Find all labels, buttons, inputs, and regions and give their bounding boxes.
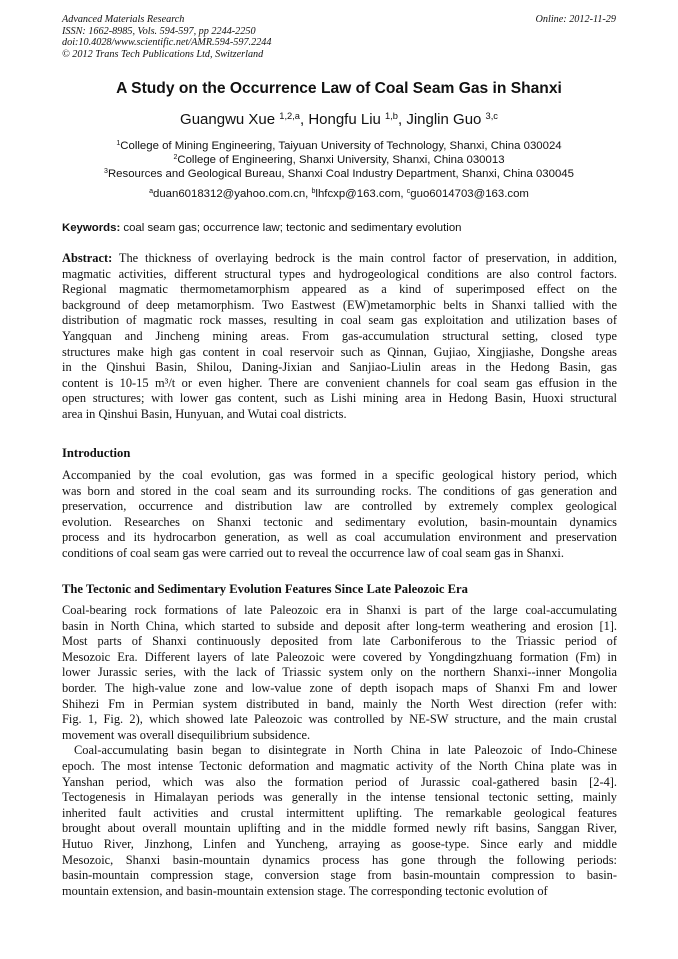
- abstract-label: Abstract:: [62, 251, 113, 265]
- keywords: [62, 222, 617, 234]
- keywords-text: coal seam gas; occurrence law; tectonic and sedimentary evolution: [120, 222, 462, 234]
- affiliation: $^2$College of Engineering, Shanxi University, Shanxi, China 030013: [173, 154, 505, 166]
- section-paragraph: [62, 603, 617, 899]
- abstract: [62, 251, 617, 423]
- paragraph-line: Shihezi Fm in Permian system distributed in band, mainly the North West direction (refer with:: [62, 696, 617, 711]
- paragraph-line: movement was overall disequilibrium subsidence.: [62, 727, 311, 742]
- paragraph-line: brought about overall mountain uplifting and in the middle formed newly rift basins, Sanggan River,: [62, 821, 617, 836]
- paragraph-line: epoch. The most intense Tectonic deformation and magmatic activity of the North China plate was in: [62, 758, 617, 773]
- paragraph-line: evolution. Researches on Shanxi tectonic and sedimentary evolution, basin-mountain dynamics: [62, 514, 617, 529]
- abstract-line: Abstract: The thickness of overlaying bedrock is the main control factor of preservation, in addition,: [62, 251, 617, 265]
- paragraph-line: preservation, occurrence and distribution law are controlled by extremely complex geological: [62, 499, 617, 514]
- paragraph-line: Mesozoic, Shanxi basin-mountain dynamics process has gone through the following periods:: [62, 852, 617, 867]
- paragraph-line: Yanshan period, which was also the formation period of Jurassic coal-gathered basin [2-4].: [62, 774, 617, 789]
- journal-doi: doi:10.4028/www.scientific.net/AMR.594-597.2244: [62, 37, 272, 49]
- paragraph-line: mountain extension, and basin-mountain extension stage. The corresponding tectonic evolution of: [62, 883, 548, 898]
- affiliation-list: [0, 139, 678, 181]
- introduction-paragraph: [62, 468, 617, 562]
- paragraph-line: basin in North China, which started to subside and deposit after long-term weathering and erosion [1].: [62, 618, 617, 633]
- paragraph-line: basin-mountain compression stage, conversion stage from basin-mountain compression to basin-: [62, 868, 617, 883]
- abstract-line: Regional magmatic thermometamorphism appeared as a kind of superimposed effect on the: [62, 282, 617, 297]
- paragraph-line: Most parts of Shanxi continuously deposited from late Carboniferous to the Triassic period of: [62, 634, 617, 649]
- abstract-line: background of deep metamorphism. Two Eastwest (EW)metamorphic belts in Shanxi tallied with the: [62, 297, 617, 312]
- abstract-line: Yangquan and Jincheng mining areas. From gas-accumulation structural setting, closed type: [62, 328, 617, 343]
- online-date: Online: 2012-11-29: [535, 14, 616, 25]
- abstract-line: area in Qinshui Basin, Hunyuan, and Wutai coal districts.: [62, 406, 347, 421]
- author-list: Guangwu Xue $^{1,2,a}$, Hongfu Liu $^{1,b}$, Jinglin Guo $^{3,c}$: [180, 110, 498, 128]
- paragraph-line: Tectogenesis in Himalayan periods was generally in the intense tensional tectonic setting, mainly: [62, 790, 617, 805]
- journal-issn: ISSN: 1662-8985, Vols. 594-597, pp 2244-2250: [62, 25, 256, 37]
- paragraph-line: conditions of coal seam gas were carried out to reveal the occurrence law of coal seam gas in Shanxi.: [62, 545, 564, 560]
- journal-copyright: © 2012 Trans Tech Publications Ltd, Switzerland: [62, 48, 264, 60]
- author-name: Jinglin Guo: [406, 111, 482, 128]
- email-list: $^a$duan6018312@yahoo.com.cn, $^b$lhfcxp@163.com, $^c$guo6014703@163.com: [149, 188, 529, 200]
- abstract-line: magmatic activities, different structural types and hydrogeological conditions are also control factors.: [62, 266, 617, 281]
- affiliation: $^3$Resources and Geological Bureau, Shanxi Coal Industry Department, Shanxi, China 030045: [104, 168, 574, 180]
- journal-name: Advanced Materials Research: [62, 14, 185, 25]
- journal-header: [62, 14, 271, 60]
- paragraph-line: was born and stored in the coal seam and its surrounding rocks. The conditions of gas generation and: [62, 483, 617, 498]
- keywords-label: Keywords:: [62, 222, 121, 234]
- paragraph-line: Mesozoic Era. Different layers of late Paleozoic were covered by Yongdingzhuang formation (Fm) in: [62, 649, 617, 664]
- abstract-line: open structures; with lower gas content, such as Lishi mining area in Hedong Basin, Huoxi structural: [62, 391, 617, 406]
- abstract-line: content is 10-15 m³/t or even higher. There are convenient channels for coal seam gas effusion in the: [62, 375, 617, 390]
- abstract-line: distribution of magmatic rock masses, resulting in coal seam gas exploitation and utilization bases of: [62, 313, 617, 328]
- email-link[interactable]: lhfcxp@163.com,: [315, 188, 407, 200]
- paragraph-line: lower Jurassic series, with the lack of Triassic system only on the northern Shanxi--inner Mongolia: [62, 665, 617, 680]
- paragraph-line: process and its hydrocarbon generation, as well as coal accumulation environment and preservation: [62, 530, 617, 545]
- section-heading: Introduction: [62, 446, 131, 460]
- email-link[interactable]: duan6018312@yahoo.com.cn,: [153, 188, 312, 200]
- author-affiliation-mark: 1,2,a: [279, 110, 300, 121]
- paper-title: A Study on the Occurrence Law of Coal Seam Gas in Shanxi: [116, 80, 562, 97]
- section-heading: The Tectonic and Sedimentary Evolution Features Since Late Paleozoic Era: [62, 582, 468, 596]
- paragraph-line: Accompanied by the coal evolution, gas was formed in a specific geological history period, which: [62, 468, 617, 482]
- email-link[interactable]: guo6014703@163.com: [410, 188, 529, 200]
- abstract-line: structures make high gas content in coal reservoir such as Qinnan, Gujiao, Xingjiashe, Dongshe areas: [62, 344, 617, 359]
- abstract-line: in the Qinshui Basin, Shilou, Daning-Jixian and Sanjiao-Liulin areas in the Hedong Basin, gas: [62, 360, 617, 375]
- author-name: Guangwu Xue: [180, 111, 276, 128]
- paragraph-line: Coal-bearing rock formations of late Paleozoic era in Shanxi is part of the large coal-accumulating: [62, 603, 617, 617]
- paragraph-line: inherited fault activities and crustal intermittent uplifting. The remarkable geological features: [62, 805, 617, 820]
- author-affiliation-mark: 3,c: [485, 110, 498, 121]
- author-name: Hongfu Liu: [308, 111, 381, 128]
- paragraph-line: Hutuo River, Jinzhong, Linfen and Yuncheng, arraying as goose-type. Since early and middle: [62, 836, 617, 851]
- affiliation: $^1$College of Mining Engineering, Taiyuan University of Technology, Shanxi, China 030024: [116, 140, 562, 152]
- author-affiliation-mark: 1,b: [385, 110, 398, 121]
- paragraph-line: Fig. 1, Fig. 2), which showed late Paleozoic was controlled by NE-SW structure, and the main crustal: [62, 712, 617, 727]
- paragraph-line: border. The high-value zone and low-value zone of depth isopach maps of Shanxi Fm and lower: [62, 680, 617, 695]
- paragraph-line: Coal-accumulating basin began to disintegrate in North China in late Paleozoic of Indo-Chinese: [74, 743, 617, 758]
